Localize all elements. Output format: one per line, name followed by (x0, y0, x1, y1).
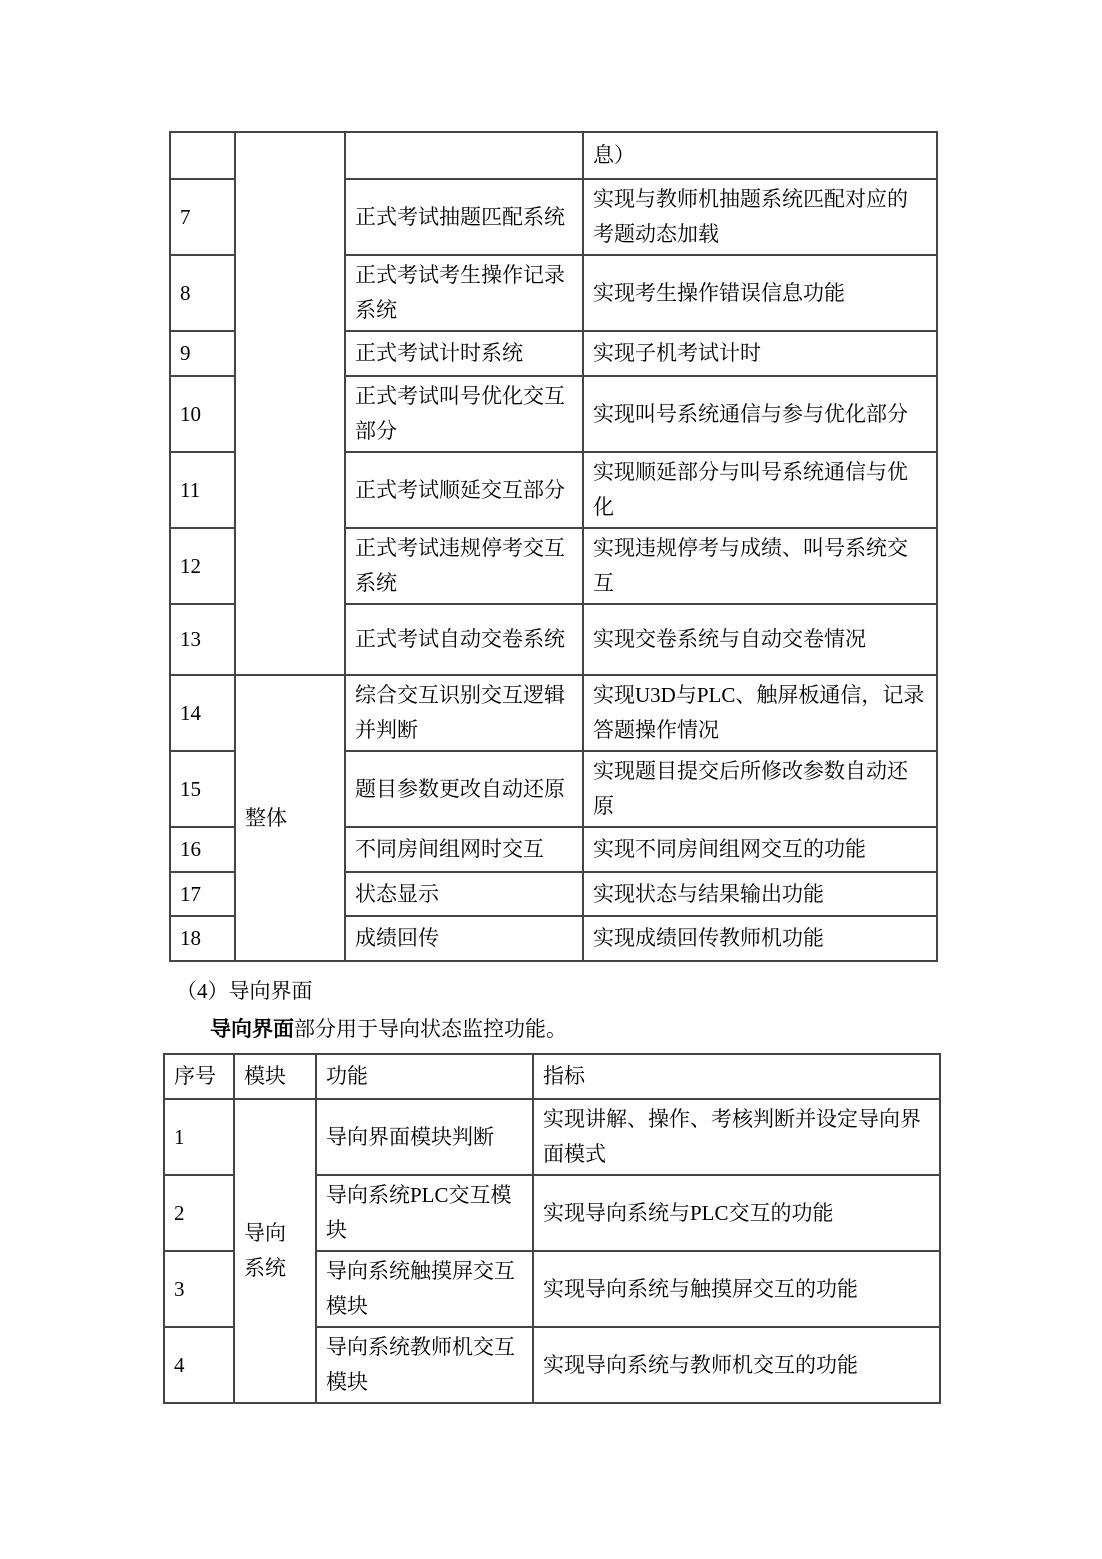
cell-function: 导向系统PLC交互模块 (316, 1175, 533, 1251)
cell-seq: 17 (170, 872, 235, 916)
cell-function: 正式考试考生操作记录系统 (345, 255, 583, 331)
cell-seq: 7 (170, 179, 235, 255)
cell-indicator: 实现不同房间组网交互的功能 (583, 827, 937, 872)
cell-function (345, 132, 583, 179)
cell-indicator: 实现顺延部分与叫号系统通信与优化 (583, 452, 937, 528)
cell-seq: 15 (170, 751, 235, 827)
cell-indicator: 实现成绩回传教师机功能 (583, 916, 937, 961)
cell-indicator: 实现导向系统与教师机交互的功能 (533, 1327, 940, 1403)
cell-function: 正式考试抽题匹配系统 (345, 179, 583, 255)
cell-seq: 8 (170, 255, 235, 331)
cell-function: 成绩回传 (345, 916, 583, 961)
table-header-row (164, 1054, 940, 1099)
cell-indicator: 实现题目提交后所修改参数自动还原 (583, 751, 937, 827)
column-header-seq: 序号 (164, 1054, 234, 1099)
exam-subsystem-table (169, 131, 938, 962)
cell-function: 正式考试计时系统 (345, 331, 583, 376)
cell-function: 题目参数更改自动还原 (345, 751, 583, 827)
cell-seq: 2 (164, 1175, 234, 1251)
module-cell-empty (235, 132, 345, 675)
cell-function: 正式考试自动交卷系统 (345, 604, 583, 675)
cell-indicator: 实现叫号系统通信与参与优化部分 (583, 376, 937, 452)
column-header-indicator: 指标 (533, 1054, 940, 1099)
module-cell-guidance: 导向系统 (234, 1099, 316, 1403)
cell-function: 导向界面模块判断 (316, 1099, 533, 1175)
cell-seq: 11 (170, 452, 235, 528)
cell-seq: 18 (170, 916, 235, 961)
module-cell-overall: 整体 (235, 675, 345, 961)
cell-indicator: 实现导向系统与PLC交互的功能 (533, 1175, 940, 1251)
cell-indicator: 息） (583, 132, 937, 179)
cell-indicator: 实现与教师机抽题系统匹配对应的考题动态加载 (583, 179, 937, 255)
table-row (170, 132, 937, 179)
cell-indicator: 实现子机考试计时 (583, 331, 937, 376)
table-row (164, 1099, 940, 1175)
cell-seq: 3 (164, 1251, 234, 1327)
cell-indicator: 实现U3D与PLC、触屏板通信，记录答题操作情况 (583, 675, 937, 751)
cell-indicator: 实现考生操作错误信息功能 (583, 255, 937, 331)
section-heading: （4）导向界面 (176, 979, 313, 1003)
cell-seq: 9 (170, 331, 235, 376)
cell-function: 正式考试违规停考交互系统 (345, 528, 583, 604)
cell-seq: 10 (170, 376, 235, 452)
lead-bold-run: 导向界面 (210, 1017, 294, 1041)
cell-function: 导向系统教师机交互模块 (316, 1327, 533, 1403)
cell-function: 导向系统触摸屏交互模块 (316, 1251, 533, 1327)
cell-indicator: 实现交卷系统与自动交卷情况 (583, 604, 937, 675)
cell-function: 正式考试顺延交互部分 (345, 452, 583, 528)
cell-seq: 4 (164, 1327, 234, 1403)
cell-seq: 16 (170, 827, 235, 872)
cell-seq: 12 (170, 528, 235, 604)
cell-indicator: 实现讲解、操作、考核判断并设定导向界面模式 (533, 1099, 940, 1175)
cell-seq (170, 132, 235, 179)
table-row (170, 675, 937, 751)
cell-function: 状态显示 (345, 872, 583, 916)
cell-indicator: 实现导向系统与触摸屏交互的功能 (533, 1251, 940, 1327)
cell-seq: 14 (170, 675, 235, 751)
cell-indicator: 实现状态与结果输出功能 (583, 872, 937, 916)
cell-seq: 1 (164, 1099, 234, 1175)
cell-seq: 13 (170, 604, 235, 675)
column-header-module: 模块 (234, 1054, 316, 1099)
cell-function: 综合交互识别交互逻辑并判断 (345, 675, 583, 751)
cell-indicator: 实现违规停考与成绩、叫号系统交互 (583, 528, 937, 604)
column-header-function: 功能 (316, 1054, 533, 1099)
section-lead-paragraph (210, 1011, 567, 1047)
guidance-interface-table (163, 1053, 941, 1404)
lead-rest-run: 部分用于导向状态监控功能。 (294, 1017, 567, 1041)
cell-function: 不同房间组网时交互 (345, 827, 583, 872)
cell-function: 正式考试叫号优化交互部分 (345, 376, 583, 452)
